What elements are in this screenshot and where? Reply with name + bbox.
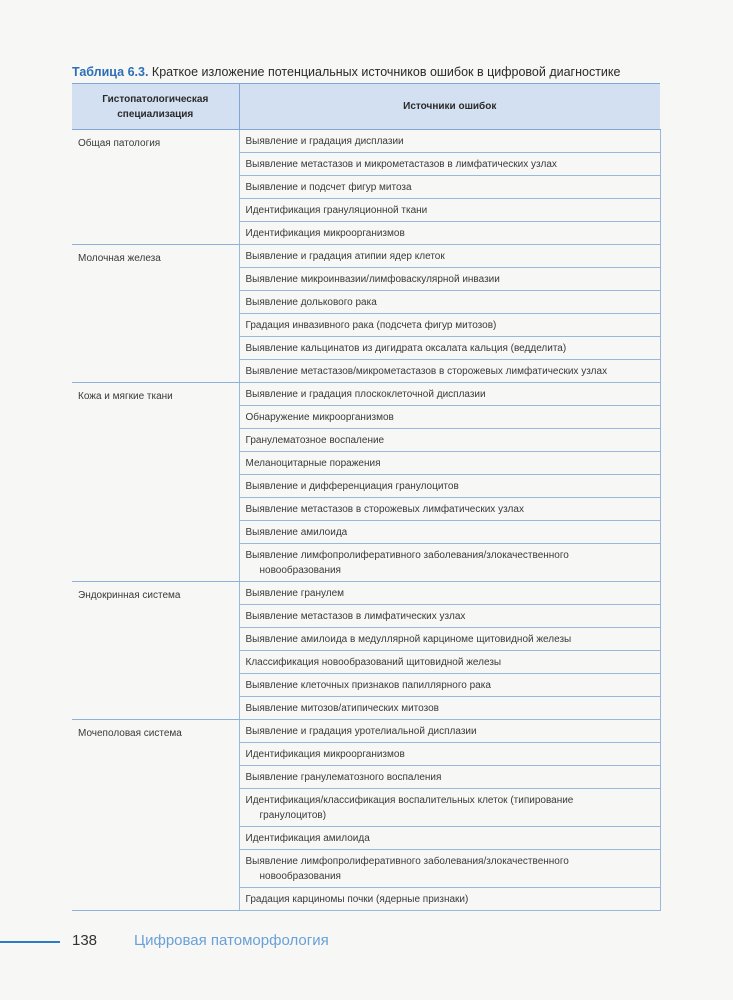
specialization-cell: Общая патология [72,130,239,245]
table-body [72,130,660,911]
error-source-cell: Выявление и градация уротелиальной дисплазии [239,720,660,743]
page-number: 138 [72,932,98,949]
error-source-text-line1: Выявление лимфопролиферативного заболевания/злокачественного [245,855,569,867]
table-row [72,582,660,605]
specialization-cell: Молочная железа [72,245,239,383]
table-row [72,720,660,743]
header-error-sources: Источники ошибок [239,84,660,130]
error-source-cell: Гранулематозное воспаление [239,429,660,452]
error-source-cell: Выявление и подсчет фигур митоза [239,176,660,199]
error-source-cell: Меланоцитарные поражения [239,452,660,475]
table-row [72,245,660,268]
error-source-cell: Выявление гранулематозного воспаления [239,766,660,789]
error-source-cell: Выявление клеточных признаков папиллярного рака [239,674,660,697]
error-source-cell: Идентификация амилоида [239,827,660,850]
error-source-cell: Выявление метастазов и микрометастазов в лимфатических узлах [239,153,660,176]
book-title: Цифровая патоморфология [134,932,329,949]
error-source-text-line1: Идентификация/классификация воспалительных клеток (типирование [245,794,574,806]
error-source-cell: Выявление метастазов в сторожевых лимфатических узлах [239,498,660,521]
error-source-cell: Выявление амилоида в медуллярной карциноме щитовидной железы [239,628,660,651]
specialization-cell: Мочеполовая система [72,720,239,911]
table-caption [72,64,672,80]
error-source-cell: Выявление гранулем [239,582,660,605]
error-source-cell: Градация инвазивного рака (подсчета фигур митозов) [239,314,660,337]
error-source-cell: Выявление митозов/атипических митозов [239,697,660,720]
specialization-cell: Эндокринная система [72,582,239,720]
error-source-cell: Выявление микроинвазии/лимфоваскулярной инвазии [239,268,660,291]
error-sources-table [72,83,661,911]
table-row [72,130,660,153]
error-source-cell: Выявление и градация дисплазии [239,130,660,153]
specialization-cell: Кожа и мягкие ткани [72,383,239,582]
error-source-text-line2: новообразования [259,870,341,882]
error-source-cell [239,544,660,582]
error-source-cell [239,789,660,827]
error-source-cell: Обнаружение микроорганизмов [239,406,660,429]
table-row [72,383,660,406]
footer-rule [0,941,60,943]
error-source-cell: Выявление и градация атипии ядер клеток [239,245,660,268]
error-source-cell: Идентификация микроорганизмов [239,743,660,766]
error-source-text-line2: гранулоцитов) [259,809,327,821]
error-source-cell: Выявление амилоида [239,521,660,544]
error-source-cell [239,850,660,888]
table-title: Краткое изложение потенциальных источников ошибок в цифровой диагностике [151,65,621,79]
error-source-cell: Выявление метастазов в лимфатических узлах [239,605,660,628]
error-source-cell: Выявление и дифференциация гранулоцитов [239,475,660,498]
error-source-text-line1: Выявление лимфопролиферативного заболевания/злокачественного [245,549,569,561]
error-source-cell: Выявление долькового рака [239,291,660,314]
header-specialization: Гистопатологическая специализация [72,84,239,130]
table-header-row [72,84,660,130]
error-source-cell: Идентификация микроорганизмов [239,222,660,245]
error-source-cell: Классификация новообразований щитовидной железы [239,651,660,674]
error-source-cell: Выявление и градация плоскоклеточной дисплазии [239,383,660,406]
error-source-text-line2: новообразования [259,564,341,576]
error-source-cell: Выявление метастазов/микрометастазов в сторожевых лимфатических узлах [239,360,660,383]
table-number: Таблица 6.3. [72,65,149,79]
error-source-cell: Выявление кальцинатов из дигидрата оксалата кальция (ведделита) [239,337,660,360]
error-source-cell: Идентификация грануляционной ткани [239,199,660,222]
error-source-cell: Градация карциномы почки (ядерные признаки) [239,888,660,911]
